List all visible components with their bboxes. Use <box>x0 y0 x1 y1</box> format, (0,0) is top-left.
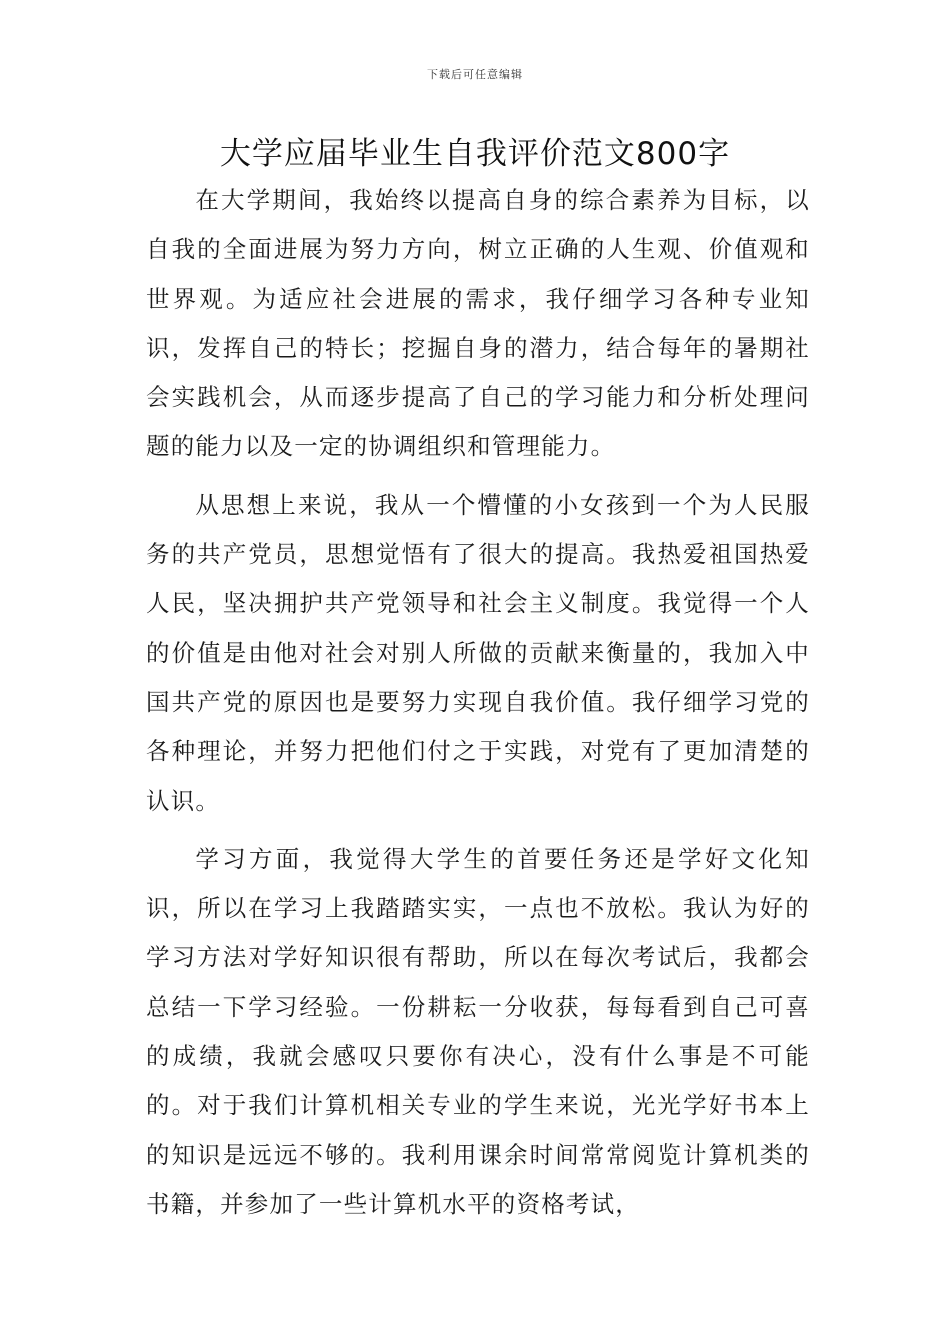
paragraph-ideology: 从思想上来说，我从一个懵懂的小女孩到一个为人民服务的共产党员，思想觉悟有了很大的提高。我热爱祖国热爱人民，坚决拥护共产党领导和社会主义制度。我觉得一个人的价值是由他对社会对别人所做的贡献来衡量的，我加入中国共产党的原因也是要努力实现自我价值。我仔细学习党的各种理论，并努力把他们付之于实践，对党有了更加清楚的认识。 <box>146 490 810 815</box>
paragraph-study-overview: 在大学期间，我始终以提高自身的综合素养为目标，以自我的全面进展为努力方向，树立正确的人生观、价值观和世界观。为适应社会进展的需求，我仔细学习各种专业知识，发挥自己的特长；挖掘自身的潜力，结合每年的暑期社会实践机会，从而逐步提高了自己的学习能力和分析处理问题的能力以及一定的协调组织和管理能力。 <box>146 186 810 461</box>
document-body <box>146 176 810 1238</box>
document-title: 大学应届毕业生自我评价范文800字 <box>219 136 731 172</box>
header-note: 下载后可任意编辑 <box>427 68 523 81</box>
paragraph-learning: 学习方面，我觉得大学生的首要任务还是学好文化知识，所以在学习上我踏踏实实，一点也不放松。我认为好的学习方法对学好知识很有帮助，所以在每次考试后，我都会总结一下学习经验。一份耕耘一分收获，每每看到自己可喜的成绩，我就会感叹只要你有决心，没有什么事是不可能的。对于我们计算机相关专业的学生来说，光光学好书本上的知识是远远不够的。我利用课余时间常常阅览计算机类的书籍，并参加了一些计算机水平的资格考试， <box>146 844 810 1218</box>
